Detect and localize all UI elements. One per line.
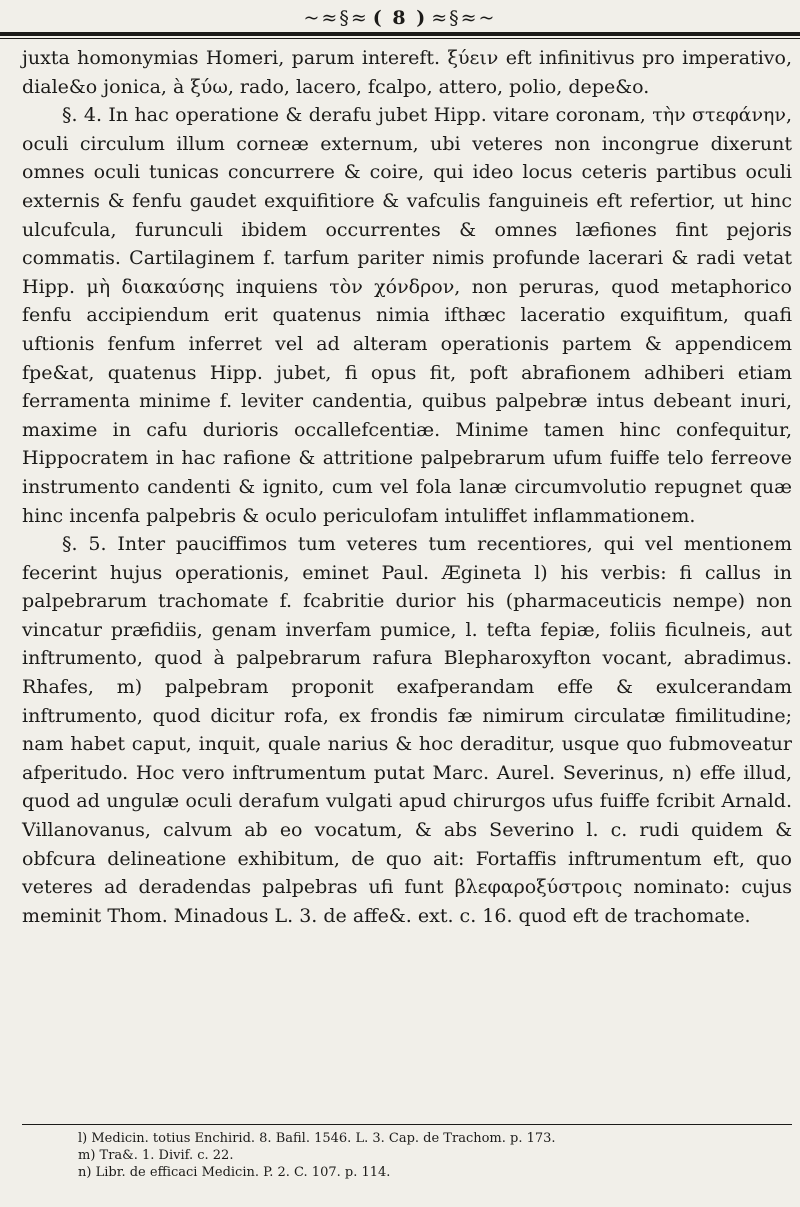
- header-rule-thin: [0, 38, 800, 39]
- footnote-l: l) Medicin. totius Enchirid. 8. Bafil. 1546. L. 3. Cap. de Trachom. p. 173.: [78, 1131, 556, 1146]
- ornament-left: ~≈§≈: [303, 7, 369, 29]
- paragraph-section-4: §. 4. In hac operatione & derafu jubet Hipp. vitare coronam, τὴν στεφάνην, oculi circulum illum corneæ externum, ubi veteres non incongrue dixerunt omnes oculi tunicas concurrere & coire, qui ideo locus ceteris partibus oculi externis & fenfu gaudet exquifitiore & vafculis fanguineis eft refertior, ut hinc ulcufcula, furunculi ibidem occurrentes & omnes læfiones fint pejoris commatis. Cartilaginem f. tarfum pariter nimis profunde lacerari & radi vetat Hipp. μὴ διακαύσης inquiens τὸν χόνδρον, non peruras, quod metaphorico fenfu accipiendum erit quatenus nimia ifthæc laceratio exquifitum, quafi uftionis fenfum inferret vel ad alteram operationis partem & appendicem fpe&at, quatenus Hipp. jubet, fi opus fit, poft abrafionem adhiberi etiam ferramenta minime f. leviter candentia, quibus palpebræ intus debeant inuri, maxime in cafu durioris occallefcentiæ. Minime tamen hinc confequitur, Hippocratem in hac rafione & attritione palpebrarum ufum fuiffe telo ferreove instrumento candenti & ignito, cum vel fola lanæ circumvolutio repugnet quæ hinc incenfa palpebris & oculo periculofam intuliffet inflammationem.: [22, 104, 792, 527]
- header-ornament: [300, 4, 500, 32]
- footnotes: [78, 1130, 778, 1181]
- footnote-m: m) Tra&. 1. Divif. c. 22.: [78, 1148, 234, 1163]
- paragraph-section-5: §. 5. Inter pauciffimos tum veteres tum recentiores, qui vel mentionem fecerint hujus operationis, eminet Paul. Ægineta l) his verbis: fi callus in palpebrarum trachomate f. fcabritie durior his (pharmaceuticis nempe) non vincatur præfidiis, genam inverfam pumice, l. tefta fepiæ, foliis ficulneis, aut inftrumento, quod à palpebrarum rafura Blepharoxyfton vocant, abradimus. Rhafes, m) palpebram proponit exafperandam effe & exulcerandam inftrumento, quod dicitur rofa, ex frondis fæ nimirum circulatæ fimilitudine; nam habet caput, inquit, quale narius & hoc deraditur, usque quo fubmoveatur afperitudo. Hoc vero inftrumentum putat Marc. Aurel. Severinus, n) effe illud, quod ad ungulæ oculi derafum vulgati apud chirurgos ufus fuiffe fcribit Arnald. Villanovanus, calvum ab eo vocatum, & abs Severino l. c. rudi quidem & obfcura delineatione exhibitum, de quo ait: Fortaffis inftrumentum eft, quo veteres ad deradendas palpebras ufi funt βλεφαροξύστροις nominato: cujus meminit Thom. Minadous L. 3. de affe&. ext. c. 16. quod eft de trachomate.: [22, 533, 792, 927]
- paragraph-continuation: juxta homonymias Homeri, parum intereft. ξύειν eft infinitivus pro imperativo, diale&o jonica, à ξύω, rado, lacero, fcalpo, attero, polio, depe&o.: [22, 47, 792, 98]
- ornament-right: ≈§≈~: [431, 7, 497, 29]
- main-text: [22, 44, 792, 930]
- footnote-n: n) Libr. de efficaci Medicin. P. 2. C. 107. p. 114.: [78, 1165, 391, 1180]
- header-rule-thick: [0, 32, 800, 36]
- page-header: [0, 0, 800, 44]
- footnote-divider: [22, 1124, 792, 1125]
- page-number: ( 8 ): [372, 7, 428, 29]
